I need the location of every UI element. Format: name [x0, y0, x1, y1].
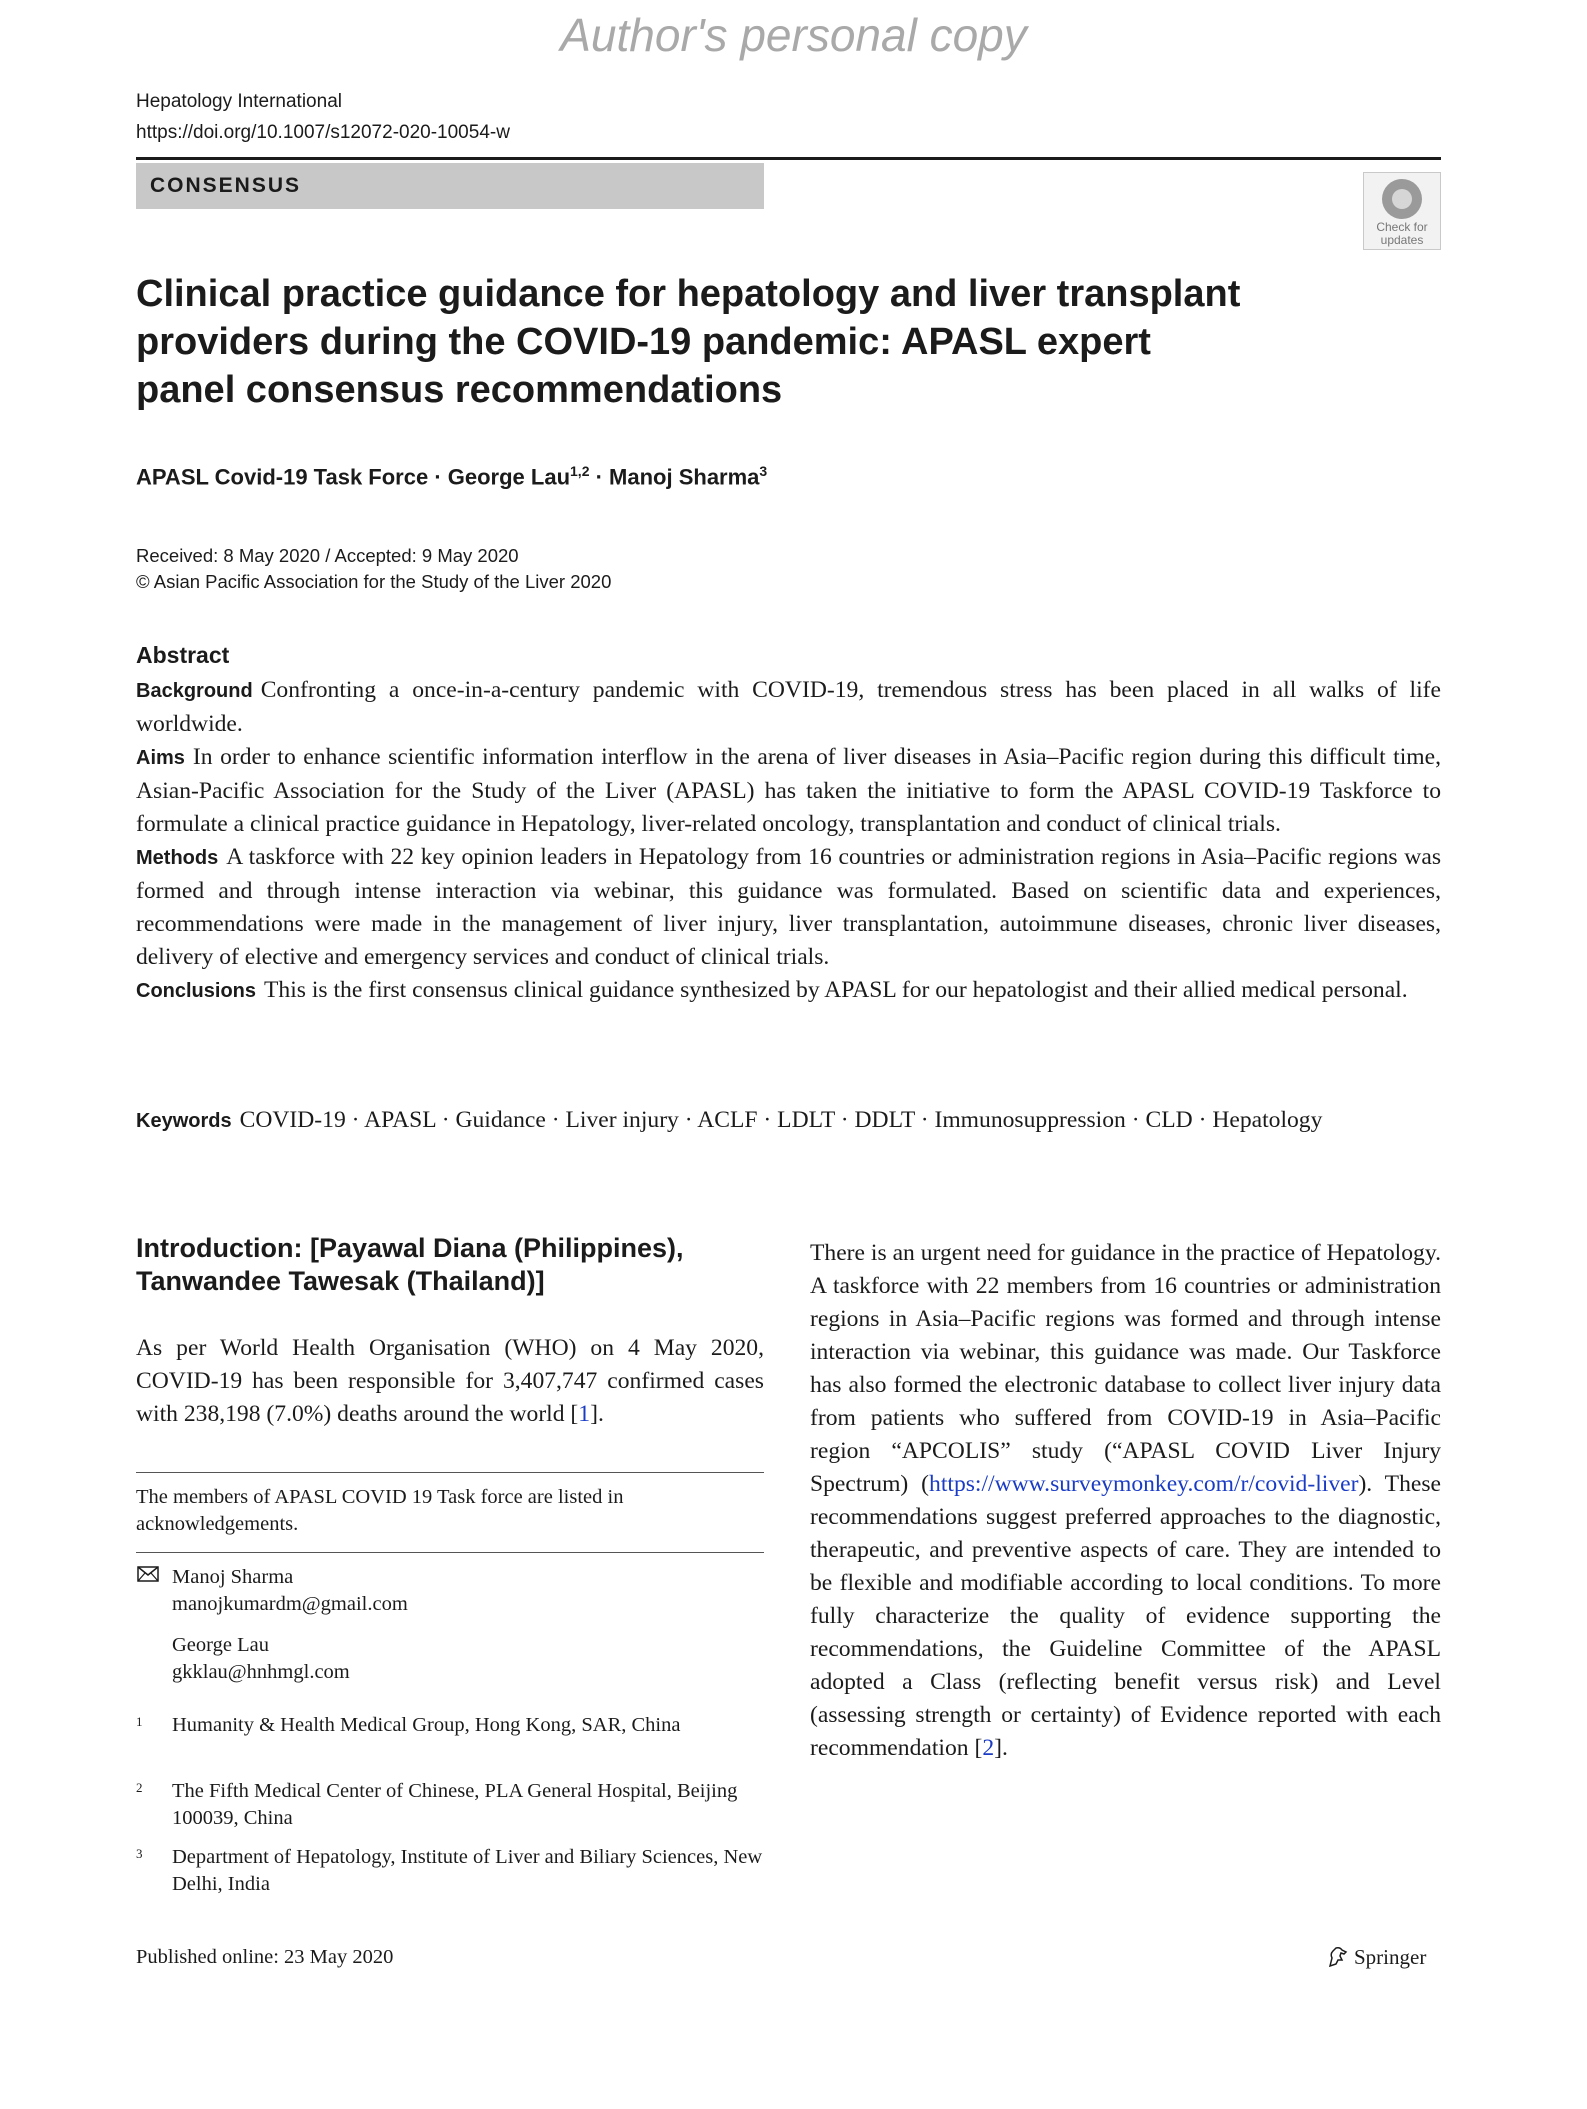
intro-para2-text-b: ). These recommendations suggest preferred approaches to the diagnostic, therapeutic, and preventive aspects of care. They are intended to be flexible and modifiable according to local conditions. To more fully characterize the quality of evidence supporting the recommendations, the Guideline Committee of the APASL adopted a Class (reflecting benefit versus risk) and Level (assessing strength or certainty) of Evidence reported with each recommendation [ — [810, 1471, 1441, 1761]
affiliation-2-number: 2 — [136, 1780, 143, 1795]
affiliation-3-number: 3 — [136, 1846, 143, 1861]
badge-line-2: updates — [1380, 233, 1424, 247]
reference-link-1[interactable]: 1 — [578, 1401, 591, 1427]
author-taskforce: APASL Covid-19 Task Force — [136, 464, 429, 490]
received-accepted: Received: 8 May 2020 / Accepted: 9 May 2020 — [136, 545, 519, 566]
introduction-paragraph-1 — [136, 1332, 764, 1431]
check-for-updates-badge[interactable] — [1363, 172, 1441, 250]
author-lau: George Lau — [447, 464, 571, 490]
intro-para1-end: ]. — [590, 1401, 604, 1427]
background-label: Background — [136, 680, 253, 702]
affiliation-3-text: Department of Hepatology, Institute of Liver and Biliary Sciences, New Delhi, India — [172, 1846, 763, 1895]
article-title: Clinical practice guidance for hepatology and liver transplant providers during the COVID-19 pandemic: APASL expert panel consensus recommendations — [136, 273, 1241, 411]
springer-horse-icon — [1326, 1946, 1350, 1968]
intro-para1-text: As per World Health Organisation (WHO) on 4 May 2020, COVID-19 has been responsible for 3,407,747 confirmed cases with 238,198 (7.0%) deaths around the world [ — [136, 1335, 764, 1427]
abstract-aims — [136, 741, 1441, 841]
introduction-paragraph-2 — [810, 1237, 1441, 1765]
methods-text: A taskforce with 22 key opinion leaders in Hepatology from 16 countries or administration regions in Asia–Pacific regions was formed and through intense interaction via webinar, this guidance was formulated. Based on scientific data and experiences, recommendations were made in the management of liver injury, liver transplantation, autoimmune diseases, chronic liver diseases, delivery of elective and emergency services and conduct of clinical trials. — [136, 844, 1441, 970]
survey-link[interactable]: https://www.surveymonkey.com/r/covid-liver — [929, 1471, 1359, 1497]
corresponding-author-1 — [172, 1564, 764, 1618]
affiliation-2-text: The Fifth Medical Center of Chinese, PLA General Hospital, Beijing 100039, China — [172, 1780, 738, 1829]
author-sharma-affiliation: 3 — [759, 463, 768, 479]
corr1-name: Manoj Sharma — [172, 1566, 294, 1588]
footnote-rule-top — [136, 1472, 764, 1473]
abstract-heading: Abstract — [136, 642, 230, 668]
corr2-email[interactable]: gkklau@hnhmgl.com — [172, 1661, 350, 1683]
publisher-logo — [1326, 1945, 1426, 1970]
intro-para2-text-a: There is an urgent need for guidance in the practice of Hepatology. A taskforce with 22 members from 16 countries or administration regions in Asia–Pacific regions was formed and through intense interaction via webinar, this guidance was made. Our Taskforce has also formed the electronic database to collect liver injury data from patients who suffered from COVID-19 in Asia–Pacific region “APCOLIS” study (“APASL COVID Liver Injury Spectrum) ( — [810, 1240, 1441, 1497]
envelope-icon — [136, 1566, 160, 1582]
author-sharma: Manoj Sharma — [609, 464, 760, 490]
affiliation-1-text: Humanity & Health Medical Group, Hong Kong, SAR, China — [172, 1714, 681, 1736]
abstract-conclusions — [136, 974, 1441, 1008]
keywords-label: Keywords — [136, 1110, 232, 1132]
corresponding-author-2 — [172, 1632, 764, 1686]
aims-text: In order to enhance scientific information interflow in the arena of liver diseases in Asia–Pacific region during this difficult time, Asian-Pacific Association for the Study of the Liver (APASL) has taken the initiative to form the APASL COVID-19 Taskforce to formulate a clinical practice guidance in Hepatology, liver-related oncology, transplantation and conduct of clinical trials. — [136, 744, 1441, 837]
author-separator: · — [428, 464, 448, 490]
article-dates — [136, 543, 611, 595]
abstract-background — [136, 674, 1441, 741]
affiliation-1 — [136, 1712, 764, 1739]
conclusions-label: Conclusions — [136, 980, 257, 1002]
publisher-name: Springer — [1354, 1945, 1427, 1969]
journal-header — [136, 86, 510, 148]
affiliation-2 — [136, 1778, 764, 1832]
aims-label: Aims — [136, 747, 185, 769]
author-list — [136, 463, 767, 490]
task-force-note: The members of APASL COVID 19 Task force are listed in acknowledgements. — [136, 1486, 624, 1535]
introduction-heading: Introduction: [Payawal Diana (Philippines), Tanwandee Tawesak (Thailand)] — [136, 1233, 684, 1296]
doi-link[interactable]: https://doi.org/10.1007/s12072-020-10054-w — [136, 122, 510, 143]
methods-label: Methods — [136, 847, 219, 869]
header-rule — [136, 157, 1441, 160]
watermark: Author's personal copy — [560, 9, 1027, 61]
published-online: Published online: 23 May 2020 — [136, 1946, 394, 1968]
badge-line-1: Check for — [1376, 220, 1428, 234]
intro-para2-end: ]. — [994, 1735, 1008, 1761]
keywords-text: COVID-19 · APASL · Guidance · Liver injury · ACLF · LDLT · DDLT · Immunosuppression · CLD · Hepatology — [239, 1107, 1323, 1133]
corresponding-authors — [136, 1564, 764, 1700]
corr1-email[interactable]: manojkumardm@gmail.com — [172, 1593, 408, 1615]
background-text: Confronting a once-in-a-century pandemic with COVID-19, tremendous stress has been placed in all walks of life worldwide. — [136, 677, 1441, 737]
affiliation-1-number: 1 — [136, 1714, 143, 1729]
crossmark-icon — [1382, 179, 1422, 219]
journal-name: Hepatology International — [136, 91, 342, 112]
keywords — [136, 1104, 1441, 1138]
abstract-methods — [136, 841, 1441, 974]
author-lau-affiliation: 1,2 — [570, 463, 590, 479]
copyright-line: © Asian Pacific Association for the Study of the Liver 2020 — [136, 571, 612, 592]
abstract-body — [136, 674, 1441, 1008]
author-separator: · — [589, 464, 610, 490]
reference-link-2[interactable]: 2 — [982, 1735, 995, 1761]
footnote-rule-bottom — [136, 1552, 764, 1553]
section-label: CONSENSUS — [136, 163, 764, 209]
conclusions-text: This is the first consensus clinical guidance synthesized by APASL for our hepatologist and their allied medical personal. — [264, 977, 1408, 1003]
corr2-name: George Lau — [172, 1634, 269, 1656]
affiliation-3 — [136, 1844, 764, 1898]
